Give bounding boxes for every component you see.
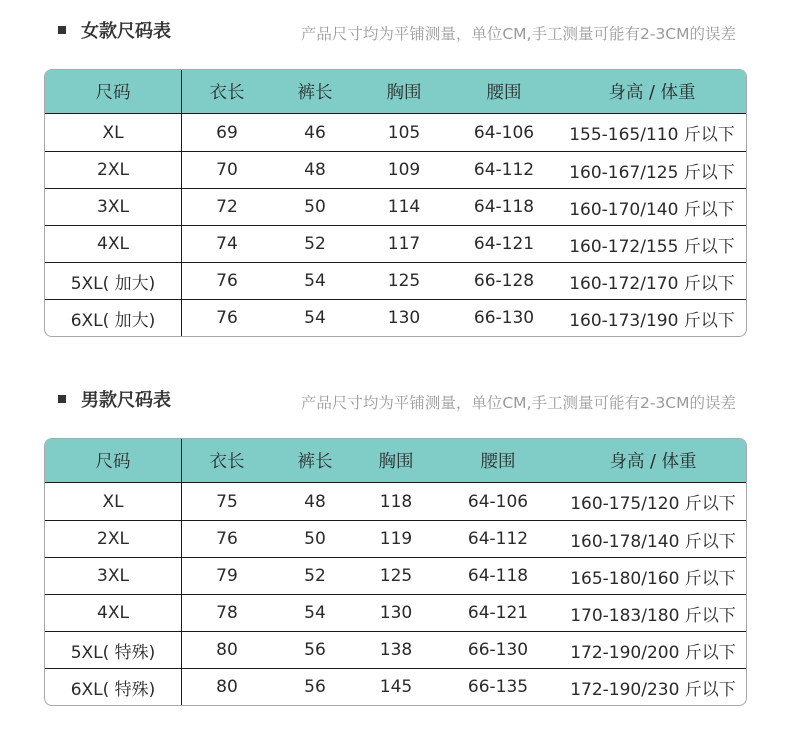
header-cell-chest: 胸围 [378,452,414,472]
chest-cell: 117 [387,234,421,254]
chest-cell: 125 [387,271,421,291]
height-weight-cell: 155-165/110 斤以下 [569,125,735,145]
header-cell-top-length: 衣长 [209,83,245,103]
size-cell: 6XL( 加大) [45,300,182,336]
height-weight-cell: 160-173/190 斤以下 [569,310,735,331]
header-cell-size: 尺码 [45,70,182,113]
pants-length-cell: 50 [304,197,326,217]
pants-length-cell: 56 [304,677,326,697]
pants-length-cell: 52 [304,566,326,586]
size-cell: XL [45,483,182,520]
section-header [58,387,171,411]
header-cell-waist: 腰围 [486,83,522,103]
size-cell: 2XL [45,521,182,557]
chest-cell: 145 [379,677,413,697]
square-bullet-icon [58,26,66,34]
top-length-cell: 80 [216,640,238,660]
top-length-cell: 76 [216,529,238,549]
height-weight-cell: 170-183/180 斤以下 [570,605,736,626]
height-weight-cell: 172-190/230 斤以下 [570,679,736,700]
table-row [45,299,746,336]
header-cell-waist: 腰围 [480,452,516,472]
top-length-cell: 76 [216,308,238,328]
measurement-note: 产品尺寸均为平铺测量，单位CM,手工测量可能有2-3CM的误差 [300,25,736,43]
waist-cell: 64-112 [473,160,535,180]
waist-cell: 64-106 [467,491,529,512]
top-length-cell: 72 [216,197,238,217]
table-header-row [45,70,746,114]
top-length-cell: 75 [216,491,238,512]
pants-length-cell: 46 [304,122,326,143]
size-cell: 6XL( 特殊) [45,669,182,705]
header-cell-chest: 胸围 [386,83,422,103]
size-cell: 4XL [45,595,182,631]
size-table [44,69,747,337]
pants-length-cell: 50 [304,529,326,549]
header-cell-pants-length: 裤长 [297,452,333,472]
height-weight-cell: 160-175/120 斤以下 [570,494,736,514]
height-weight-cell: 165-180/160 斤以下 [570,568,736,589]
height-weight-cell: 172-190/200 斤以下 [570,642,736,663]
top-length-cell: 78 [216,603,238,623]
waist-cell: 64-121 [467,603,529,623]
pants-length-cell: 56 [304,640,326,660]
size-cell: 3XL [45,558,182,594]
table-row [45,631,746,668]
height-weight-cell: 160-178/140 斤以下 [570,531,736,552]
header-cell-top-length: 衣长 [209,452,245,472]
table-row [45,151,746,188]
pants-length-cell: 52 [304,234,326,254]
waist-cell: 66-128 [473,271,535,291]
table-row [45,668,746,705]
table-row [45,594,746,631]
section-title: 男款尺码表 [81,390,171,411]
chest-cell: 119 [379,529,413,549]
chest-cell: 105 [387,122,421,143]
chest-cell: 109 [387,160,421,180]
chest-cell: 118 [379,491,413,512]
chest-cell: 138 [379,640,413,660]
waist-cell: 64-112 [467,529,529,549]
waist-cell: 64-121 [473,234,535,254]
pants-length-cell: 54 [304,603,326,623]
table-row [45,557,746,594]
table-row [45,483,746,520]
header-cell-size: 尺码 [45,439,182,482]
chest-cell: 114 [387,197,421,217]
pants-length-cell: 48 [304,160,326,180]
pants-length-cell: 54 [304,271,326,291]
height-weight-cell: 160-172/170 斤以下 [569,273,735,294]
top-length-cell: 76 [216,271,238,291]
size-cell: 2XL [45,152,182,188]
top-length-cell: 70 [216,160,238,180]
height-weight-cell: 160-172/155 斤以下 [569,236,735,257]
pants-length-cell: 54 [304,308,326,328]
size-table [44,438,747,706]
top-length-cell: 69 [216,122,238,143]
table-row [45,114,746,151]
table-row [45,225,746,262]
waist-cell: 66-130 [473,308,535,328]
size-cell: 5XL( 加大) [45,263,182,299]
pants-length-cell: 48 [304,491,326,512]
size-cell: 5XL( 特殊) [45,632,182,668]
table-header-row [45,439,746,483]
top-length-cell: 74 [216,234,238,254]
waist-cell: 66-135 [467,677,529,697]
chest-cell: 130 [379,603,413,623]
measurement-note: 产品尺寸均为平铺测量，单位CM,手工测量可能有2-3CM的误差 [300,394,736,412]
size-cell: 4XL [45,226,182,262]
waist-cell: 64-106 [473,122,535,143]
size-cell: 3XL [45,189,182,225]
size-cell: XL [45,114,182,151]
section-header [58,18,171,42]
waist-cell: 66-130 [467,640,529,660]
chest-cell: 125 [379,566,413,586]
top-length-cell: 80 [216,677,238,697]
height-weight-cell: 160-170/140 斤以下 [569,199,735,220]
waist-cell: 64-118 [467,566,529,586]
waist-cell: 64-118 [473,197,535,217]
chest-cell: 130 [387,308,421,328]
top-length-cell: 79 [216,566,238,586]
section-title: 女款尺码表 [81,21,171,42]
height-weight-cell: 160-167/125 斤以下 [569,162,735,183]
table-row [45,520,746,557]
square-bullet-icon [58,395,66,403]
header-cell-height-weight: 身高 / 体重 [609,452,697,472]
header-cell-height-weight: 身高 / 体重 [608,83,696,103]
header-cell-pants-length: 裤长 [297,83,333,103]
table-row [45,188,746,225]
table-row [45,262,746,299]
